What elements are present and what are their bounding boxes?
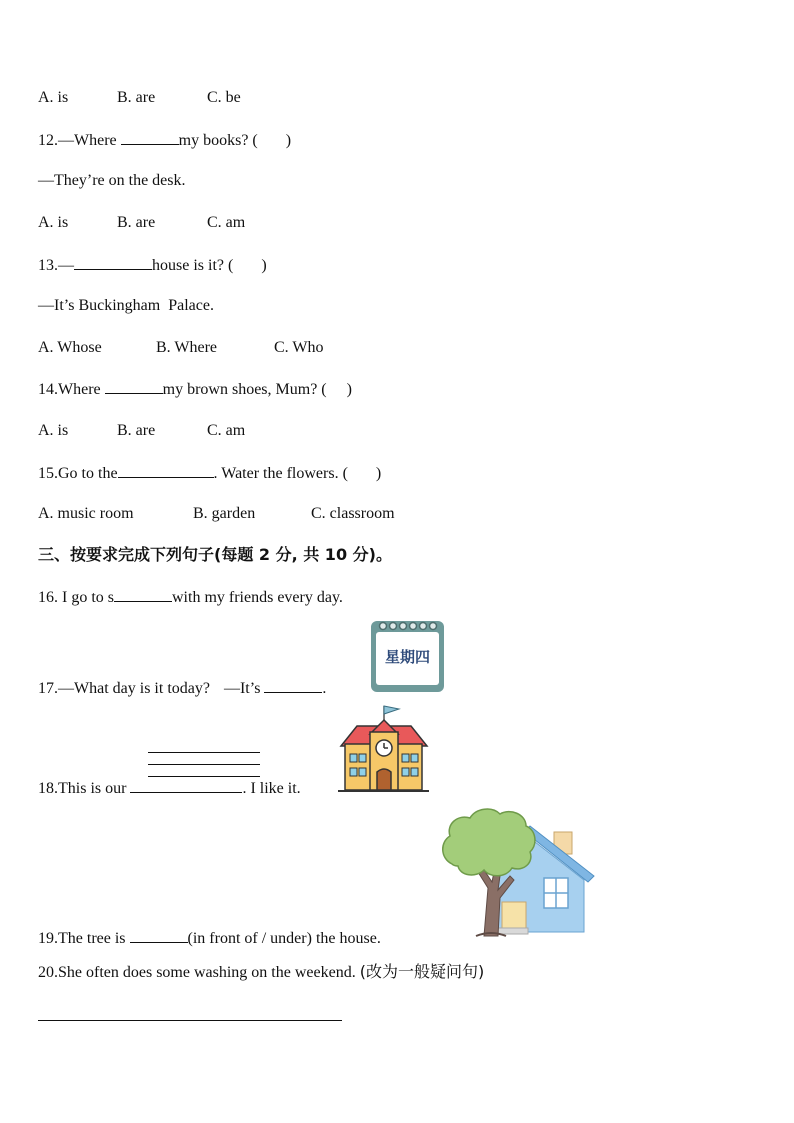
- q20-question: [38, 962, 484, 983]
- q12-question: [38, 130, 291, 151]
- q18-blank[interactable]: [130, 778, 242, 793]
- q14-option-c[interactable]: C. am: [207, 422, 246, 439]
- q18-number: 18.: [38, 780, 58, 797]
- q18-post: . I like it.: [242, 780, 301, 797]
- q14-close: ): [346, 381, 352, 398]
- q16-pre: I go to s: [58, 589, 114, 606]
- q17-blank[interactable]: [264, 678, 322, 693]
- q15-close: ): [375, 465, 382, 482]
- q17-number: 17.: [38, 680, 58, 697]
- q13-option-a[interactable]: A. Whose: [38, 339, 102, 356]
- calendar-icon: [370, 617, 445, 693]
- section-3-heading: 三、按要求完成下列句子(每题 2 分, 共 10 分)。: [38, 545, 392, 564]
- q13-answer-dash: —: [38, 297, 54, 314]
- q13-options: [38, 338, 323, 358]
- q12-post: my books? (: [178, 132, 258, 149]
- q19-number: 19.: [38, 930, 58, 947]
- q14-option-b[interactable]: B. are: [117, 422, 156, 439]
- q14-question: [38, 379, 352, 400]
- q12-close: ): [285, 132, 292, 149]
- q16-post: with my friends every day.: [172, 589, 343, 606]
- q13-option-b[interactable]: B. Where: [156, 339, 218, 356]
- q12-option-b[interactable]: B. are: [117, 214, 156, 231]
- q17-question: [38, 678, 326, 699]
- q15-post: . Water the flowers. (: [213, 465, 348, 482]
- q14-pre: Where: [58, 381, 105, 398]
- q13-number: 13.: [38, 257, 58, 274]
- q13-answer: It’s Buckingham Palace.: [54, 297, 214, 314]
- q12-option-a[interactable]: A. is: [38, 214, 69, 231]
- q13-option-c[interactable]: C. Who: [274, 339, 324, 356]
- q15-pre: Go to the: [58, 465, 118, 482]
- q11-options: [38, 88, 241, 108]
- q20-answer-line[interactable]: [38, 1020, 342, 1021]
- q14-number: 14.: [38, 381, 58, 398]
- q12-number: 12.: [38, 132, 58, 149]
- q17-mid: It’s: [239, 680, 265, 697]
- q15-option-a[interactable]: A. music room: [38, 505, 134, 522]
- q19-post: (in front of / under) the house.: [187, 930, 381, 947]
- q12-answer-line: [38, 171, 186, 191]
- q13-question: [38, 255, 267, 276]
- q15-option-c[interactable]: C. classroom: [311, 505, 395, 522]
- q12-answer: They’re on the desk.: [54, 172, 186, 189]
- q19-blank[interactable]: [130, 928, 188, 943]
- q12-options: [38, 213, 245, 233]
- q11-option-b[interactable]: B. are: [117, 89, 156, 106]
- q19-pre: The tree is: [58, 930, 130, 947]
- q13-dash: —: [58, 257, 74, 274]
- q13-post: house is it? (: [152, 257, 234, 274]
- q18-pre: This is our: [58, 780, 131, 797]
- q12-dash: —: [58, 132, 74, 149]
- q14-post: my brown shoes, Mum? (: [162, 381, 327, 398]
- q11-option-c[interactable]: C. be: [207, 89, 241, 106]
- q16-number: 16.: [38, 589, 58, 606]
- q14-option-a[interactable]: A. is: [38, 422, 69, 439]
- q15-option-b[interactable]: B. garden: [193, 505, 256, 522]
- calendar-day-text: 星期四: [384, 648, 431, 666]
- q17-dash-2: —: [223, 680, 240, 697]
- q20-instruction: (改为一般疑问句): [359, 962, 485, 981]
- q12-blank[interactable]: [121, 130, 179, 145]
- q18-answer-line-3[interactable]: [148, 776, 260, 777]
- q20-number: 20.: [38, 964, 58, 981]
- q15-question: [38, 463, 381, 484]
- q13-blank[interactable]: [74, 255, 152, 270]
- q16-blank[interactable]: [114, 587, 172, 602]
- q12-pre: Where: [74, 132, 121, 149]
- q15-options: [38, 504, 395, 524]
- q16-question: [38, 587, 343, 608]
- q12-option-c[interactable]: C. am: [207, 214, 246, 231]
- q14-options: [38, 421, 245, 441]
- tree-and-house-icon: [438, 806, 596, 942]
- school-building-icon: [337, 704, 430, 794]
- q17-post: .: [322, 680, 327, 697]
- q13-close: ): [261, 257, 267, 274]
- q17-pre: What day is it today?: [74, 680, 210, 697]
- q18-answer-line-1[interactable]: [148, 752, 260, 753]
- q15-blank[interactable]: [118, 463, 214, 478]
- q18-question: [38, 778, 301, 799]
- q11-option-a[interactable]: A. is: [38, 89, 69, 106]
- q17-dash: —: [58, 680, 74, 697]
- q18-answer-line-2[interactable]: [148, 764, 260, 765]
- q19-question: [38, 928, 381, 949]
- q20-text: She often does some washing on the weekend.: [58, 964, 360, 981]
- q12-answer-dash: —: [38, 172, 54, 189]
- q15-number: 15.: [38, 465, 58, 482]
- q13-answer-line: [38, 296, 214, 316]
- q14-blank[interactable]: [105, 379, 163, 394]
